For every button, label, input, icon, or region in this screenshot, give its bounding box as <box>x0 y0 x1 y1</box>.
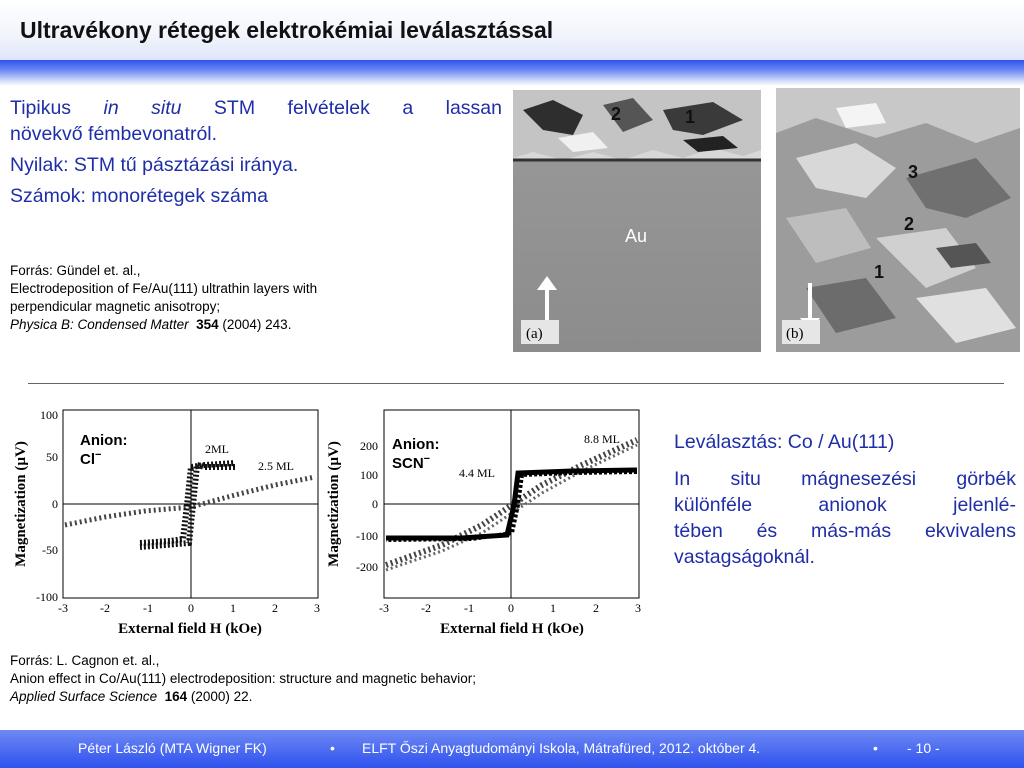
source-2-line-1: Forrás: L. Cagnon et. al., <box>10 653 160 668</box>
plot-1-ylabel: Magnetization (µV) <box>13 441 29 567</box>
right-text-para-line: vastagságoknál. <box>674 546 815 568</box>
plot-2-xtick: 0 <box>508 601 514 615</box>
plot-1-anion-symbol: Cl <box>80 451 95 468</box>
plot-2-ytick: 0 <box>372 497 378 511</box>
plot-2-anion-symbol: SCN <box>392 455 424 472</box>
stm-a-label: (a) <box>526 326 543 342</box>
plot-1-ytick: -100 <box>36 590 58 604</box>
plot-2-ylabel: Magnetization (µV) <box>326 441 342 567</box>
plot-2-ytick: -200 <box>356 560 378 574</box>
stm-b-label: (b) <box>786 326 804 342</box>
intro-line-1 <box>10 95 502 121</box>
plot-1-cl <box>5 405 323 645</box>
plot-1-anion-label: Anion: <box>80 432 128 449</box>
plot-1-ytick: 50 <box>46 450 58 464</box>
footer-author: Péter László (MTA Wigner FK) <box>78 740 267 756</box>
plot-1-xtick: 0 <box>188 601 194 615</box>
plot-2-xtick: -3 <box>379 601 389 615</box>
footer-separator: • <box>330 740 335 756</box>
right-text-para-line: tében és más-más ekvivalens <box>674 520 1016 542</box>
plot-2-xlabel: External field H (kOe) <box>440 621 584 637</box>
plot-1-xtick: 3 <box>314 601 320 615</box>
source-1-rest: (2004) 243. <box>218 317 292 332</box>
stm-image-a <box>513 90 761 352</box>
plot-2-xtick: 3 <box>635 601 641 615</box>
stm-a-layer-1: 1 <box>685 107 696 127</box>
stm-a-layer-2: 2 <box>611 104 622 124</box>
plot-1-ytick: 0 <box>52 497 58 511</box>
plot-1-xtick: 1 <box>230 601 236 615</box>
plot-1-curve-label-2-5ml: 2.5 ML <box>258 459 294 473</box>
plot-1-ytick: -50 <box>42 543 58 557</box>
plot-2-xtick: -2 <box>421 601 431 615</box>
plot-2-anion-label: Anion: <box>392 436 440 453</box>
plot-2-ytick: 100 <box>360 468 378 482</box>
source-2-citation <box>10 688 650 706</box>
source-2-line-2: Anion effect in Co/Au(111) electrodeposition: structure and magnetic behavior; <box>10 671 477 686</box>
source-1-line-1: Forrás: Gündel et. al., <box>10 263 141 278</box>
plot-2-xtick: 2 <box>593 601 599 615</box>
footer-separator: • <box>873 740 878 756</box>
intro-line-2: növekvő fémbevonatról. <box>10 123 218 145</box>
source-1-volume: 354 <box>196 317 219 332</box>
intro-line-4: Számok: monorétegek száma <box>10 185 268 207</box>
right-text-line-1: Leválasztás: Co / Au(111) <box>674 431 895 453</box>
stm-b-layer-2: 2 <box>904 214 915 234</box>
title-bar <box>0 0 1024 60</box>
source-2-journal: Applied Surface Science <box>10 689 158 704</box>
plot-1-anion-charge: − <box>95 449 102 461</box>
right-text-para-line: különféle anionok jelenlé- <box>674 494 1016 516</box>
stm-image-b <box>776 88 1020 352</box>
stm-a-au-label: Au <box>625 226 648 246</box>
source-2-volume: 164 <box>164 689 188 704</box>
plot-1-ytick: 100 <box>40 408 58 422</box>
stm-b-layer-3: 3 <box>908 162 919 182</box>
plot-2-xtick: 1 <box>550 601 556 615</box>
source-2 <box>10 652 650 706</box>
title-accent-bar <box>0 60 1024 86</box>
plot-1-xtick: -1 <box>143 601 153 615</box>
source-1-citation <box>10 316 430 334</box>
plot-2-xtick: -1 <box>464 601 474 615</box>
plot-1-xlabel: External field H (kOe) <box>118 621 262 637</box>
stm-b-layer-1: 1 <box>874 262 885 282</box>
intro-in-situ: in situ <box>103 97 182 119</box>
intro-word-tipikus: Tipikus <box>10 97 72 119</box>
plot-1-curve-label-2ml: 2ML <box>205 442 229 456</box>
section-divider <box>28 383 1004 384</box>
right-text-para-line: In situ mágnesezési görbék <box>674 468 1016 490</box>
footer-bar <box>0 730 1024 768</box>
plot-1-xtick: -3 <box>58 601 68 615</box>
footer-page-number: - 10 - <box>907 740 940 756</box>
source-1-journal: Physica B: Condensed Matter <box>10 317 189 332</box>
source-1-line-3: perpendicular magnetic anisotropy; <box>10 299 221 314</box>
intro-text <box>10 95 502 209</box>
right-text <box>674 429 1016 570</box>
source-2-rest: (2000) 22. <box>187 689 253 704</box>
plot-2-ytick: -100 <box>356 529 378 543</box>
source-1-line-2: Electrodeposition of Fe/Au(111) ultrathin layers with <box>10 281 318 296</box>
plot-2-curve-label-8-8ml: 8.8 ML <box>584 432 620 446</box>
source-1 <box>10 262 430 334</box>
footer-event: ELFT Őszi Anyagtudományi Iskola, Mátrafüred, 2012. október 4. <box>362 740 761 756</box>
plot-1-xtick: 2 <box>272 601 278 615</box>
plot-2-scn <box>322 405 644 645</box>
intro-line-3: Nyilak: STM tű pásztázási iránya. <box>10 154 299 176</box>
plot-2-anion-charge: − <box>423 453 431 465</box>
right-text-paragraph <box>674 466 1016 570</box>
plot-1-xtick: -2 <box>100 601 110 615</box>
plot-2-curve-label-4-4ml: 4.4 ML <box>459 466 495 480</box>
slide-title: Ultravékony rétegek elektrokémiai leválasztással <box>20 17 554 43</box>
plot-2-ytick: 200 <box>360 439 378 453</box>
intro-line-1-rest: STM felvételek a lassan <box>213 97 502 119</box>
